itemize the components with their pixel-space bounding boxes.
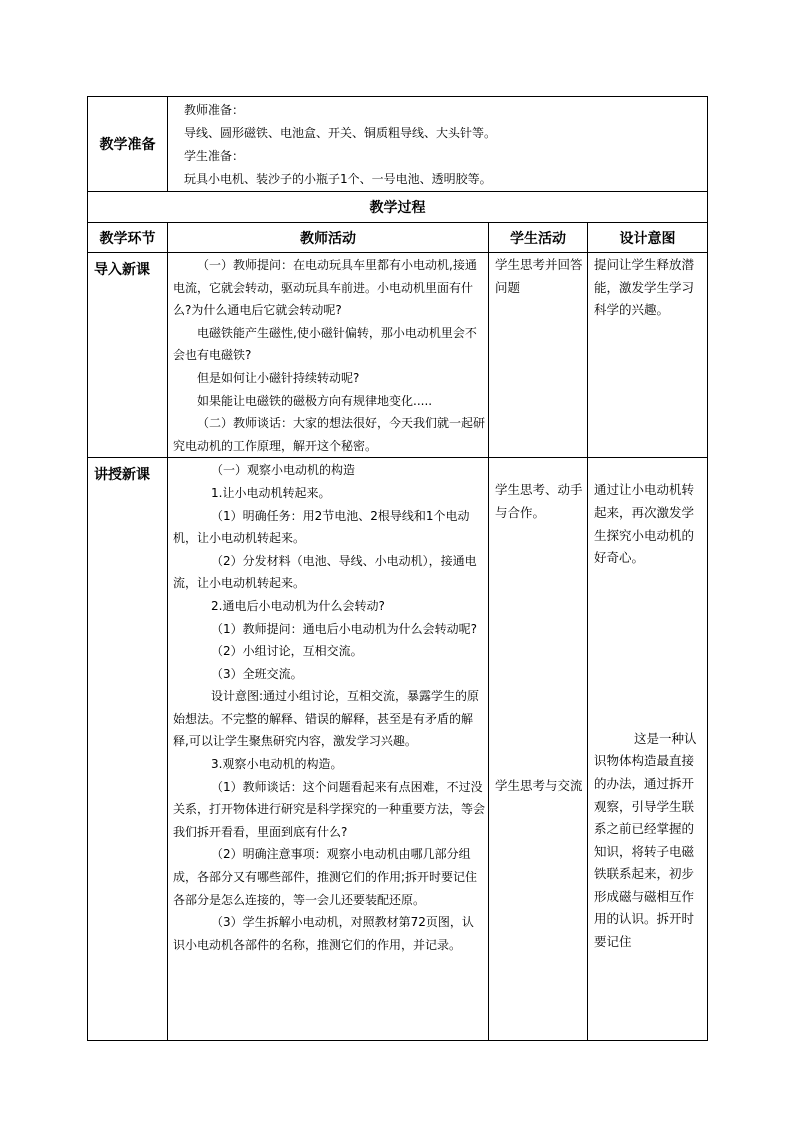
header-stage: 教学环节 [88,223,168,253]
lecture-intent-2: 这是一种认识物体构造最直接的办法，通过拆开观察，引导学生联系之前已经掌握的知识，将转子电磁铁联系起来，初步形成磁与磁相互作用的认识。拆开时要记住 [594,730,697,950]
lecture-teacher-p9: 设计意图:通过小组讨论，互相交流，暴露学生的原始想法。不完整的解释、错误的解释，甚至是有矛盾的解释,可以让学生聚焦研究内容，激发学习兴趣。 [173,689,480,749]
lecture-intent [588,458,708,1041]
intro-teacher-p2: 电磁铁能产生磁性,使小磁针偏转，那小电动机里会不会也有电磁铁? [173,325,477,363]
process-title-row [88,192,708,223]
intro-intent: 提问让学生释放潜能，激发学生学习科学的兴趣。 [588,253,708,458]
intro-teacher-p1: （一）教师提问：在电动玩具车里都有小电动机,接通电流，它就会转动，驱动玩具车前进。小电动机里面有什么?为什么通电后它就会转动呢? [173,258,477,318]
intro-student: 学生思考并回答问题 [489,253,588,458]
lecture-teacher-p5: 2.通电后小电动机为什么会转动? [211,598,385,613]
prep-label: 教学准备 [88,97,168,192]
intro-teacher-p5: （二）教师谈话：大家的想法很好，今天我们就一起研究电动机的工作原理，解开这个秘密。 [173,416,486,453]
lecture-teacher-p4: （2）分发材料（电池、导线、小电动机），接通电流，让小电动机转起来。 [173,553,477,591]
intro-teacher [168,253,489,458]
lecture-intent-1: 通过让小电动机转起来，再次激发学生探究小电动机的好奇心。 [594,482,695,566]
lecture-student-1: 学生思考、动手与合作。 [495,482,583,520]
lecture-teacher-p1: （一）观察小电动机的构造 [211,463,356,478]
lecture-teacher-p3: （1）明确任务：用2节电池、2根导线和1个电动机，让小电动机转起来。 [173,508,470,546]
prep-teacher-heading: 教师准备： [184,103,245,117]
lecture-teacher-p11: （1）教师谈话：这个问题看起来有点困难，不过没关系，打开物体进行研究是科学探究的一种重要方法，等会我们拆开看看，里面到底有什么? [173,779,486,839]
lecture-row [88,458,708,1041]
intro-teacher-p3: 但是如何让小磁针持续转动呢? [197,370,360,385]
lecture-teacher-p2: 1.让小电动机转起来。 [211,485,331,500]
lecture-teacher-p6: （1）教师提问：通电后小电动机为什么会转动呢? [211,621,478,636]
lecture-label: 讲授新课 [88,458,168,1041]
header-row [88,223,708,253]
intro-label: 导入新课 [88,253,168,458]
process-title: 教学过程 [88,192,708,223]
header-student-activity: 学生活动 [489,223,588,253]
prep-student-items: 玩具小电机、装沙子的小瓶子1个、一号电池、透明胶等。 [184,172,492,186]
lecture-teacher [168,458,489,1041]
lecture-teacher-p12: （2）明确注意事项：观察小电动机由哪几部分组成，各部分又有哪些部件，推测它们的作用;拆开时要记住各部分是怎么连接的，等一会儿还要装配还原。 [173,847,478,907]
lecture-student-2: 学生思考与交流 [495,777,583,793]
prep-row [88,97,708,192]
lecture-teacher-p7: （2）小组讨论，互相交流。 [211,644,363,659]
prep-teacher-items: 导线、圆形磁铁、电池盒、开关、铜质粗导线、大头针等。 [184,126,497,140]
intro-row [88,253,708,458]
prep-student-heading: 学生准备： [184,149,245,163]
intro-teacher-p4: 如果能让电磁铁的磁极方向有规律地变化..... [197,393,433,408]
lecture-student [489,458,588,1041]
lecture-teacher-p8: （3）全班交流。 [211,666,303,681]
lecture-teacher-p13: （3）学生拆解小电动机，对照教材第72页图，认识小电动机各部件的名称，推测它们的作用，并记录。 [173,915,474,952]
lecture-teacher-p10: 3.观察小电动机的构造。 [211,757,343,772]
lesson-plan-table [87,96,708,1041]
header-teacher-activity: 教师活动 [168,223,489,253]
header-design-intent: 设计意图 [588,223,708,253]
prep-content [168,97,708,192]
